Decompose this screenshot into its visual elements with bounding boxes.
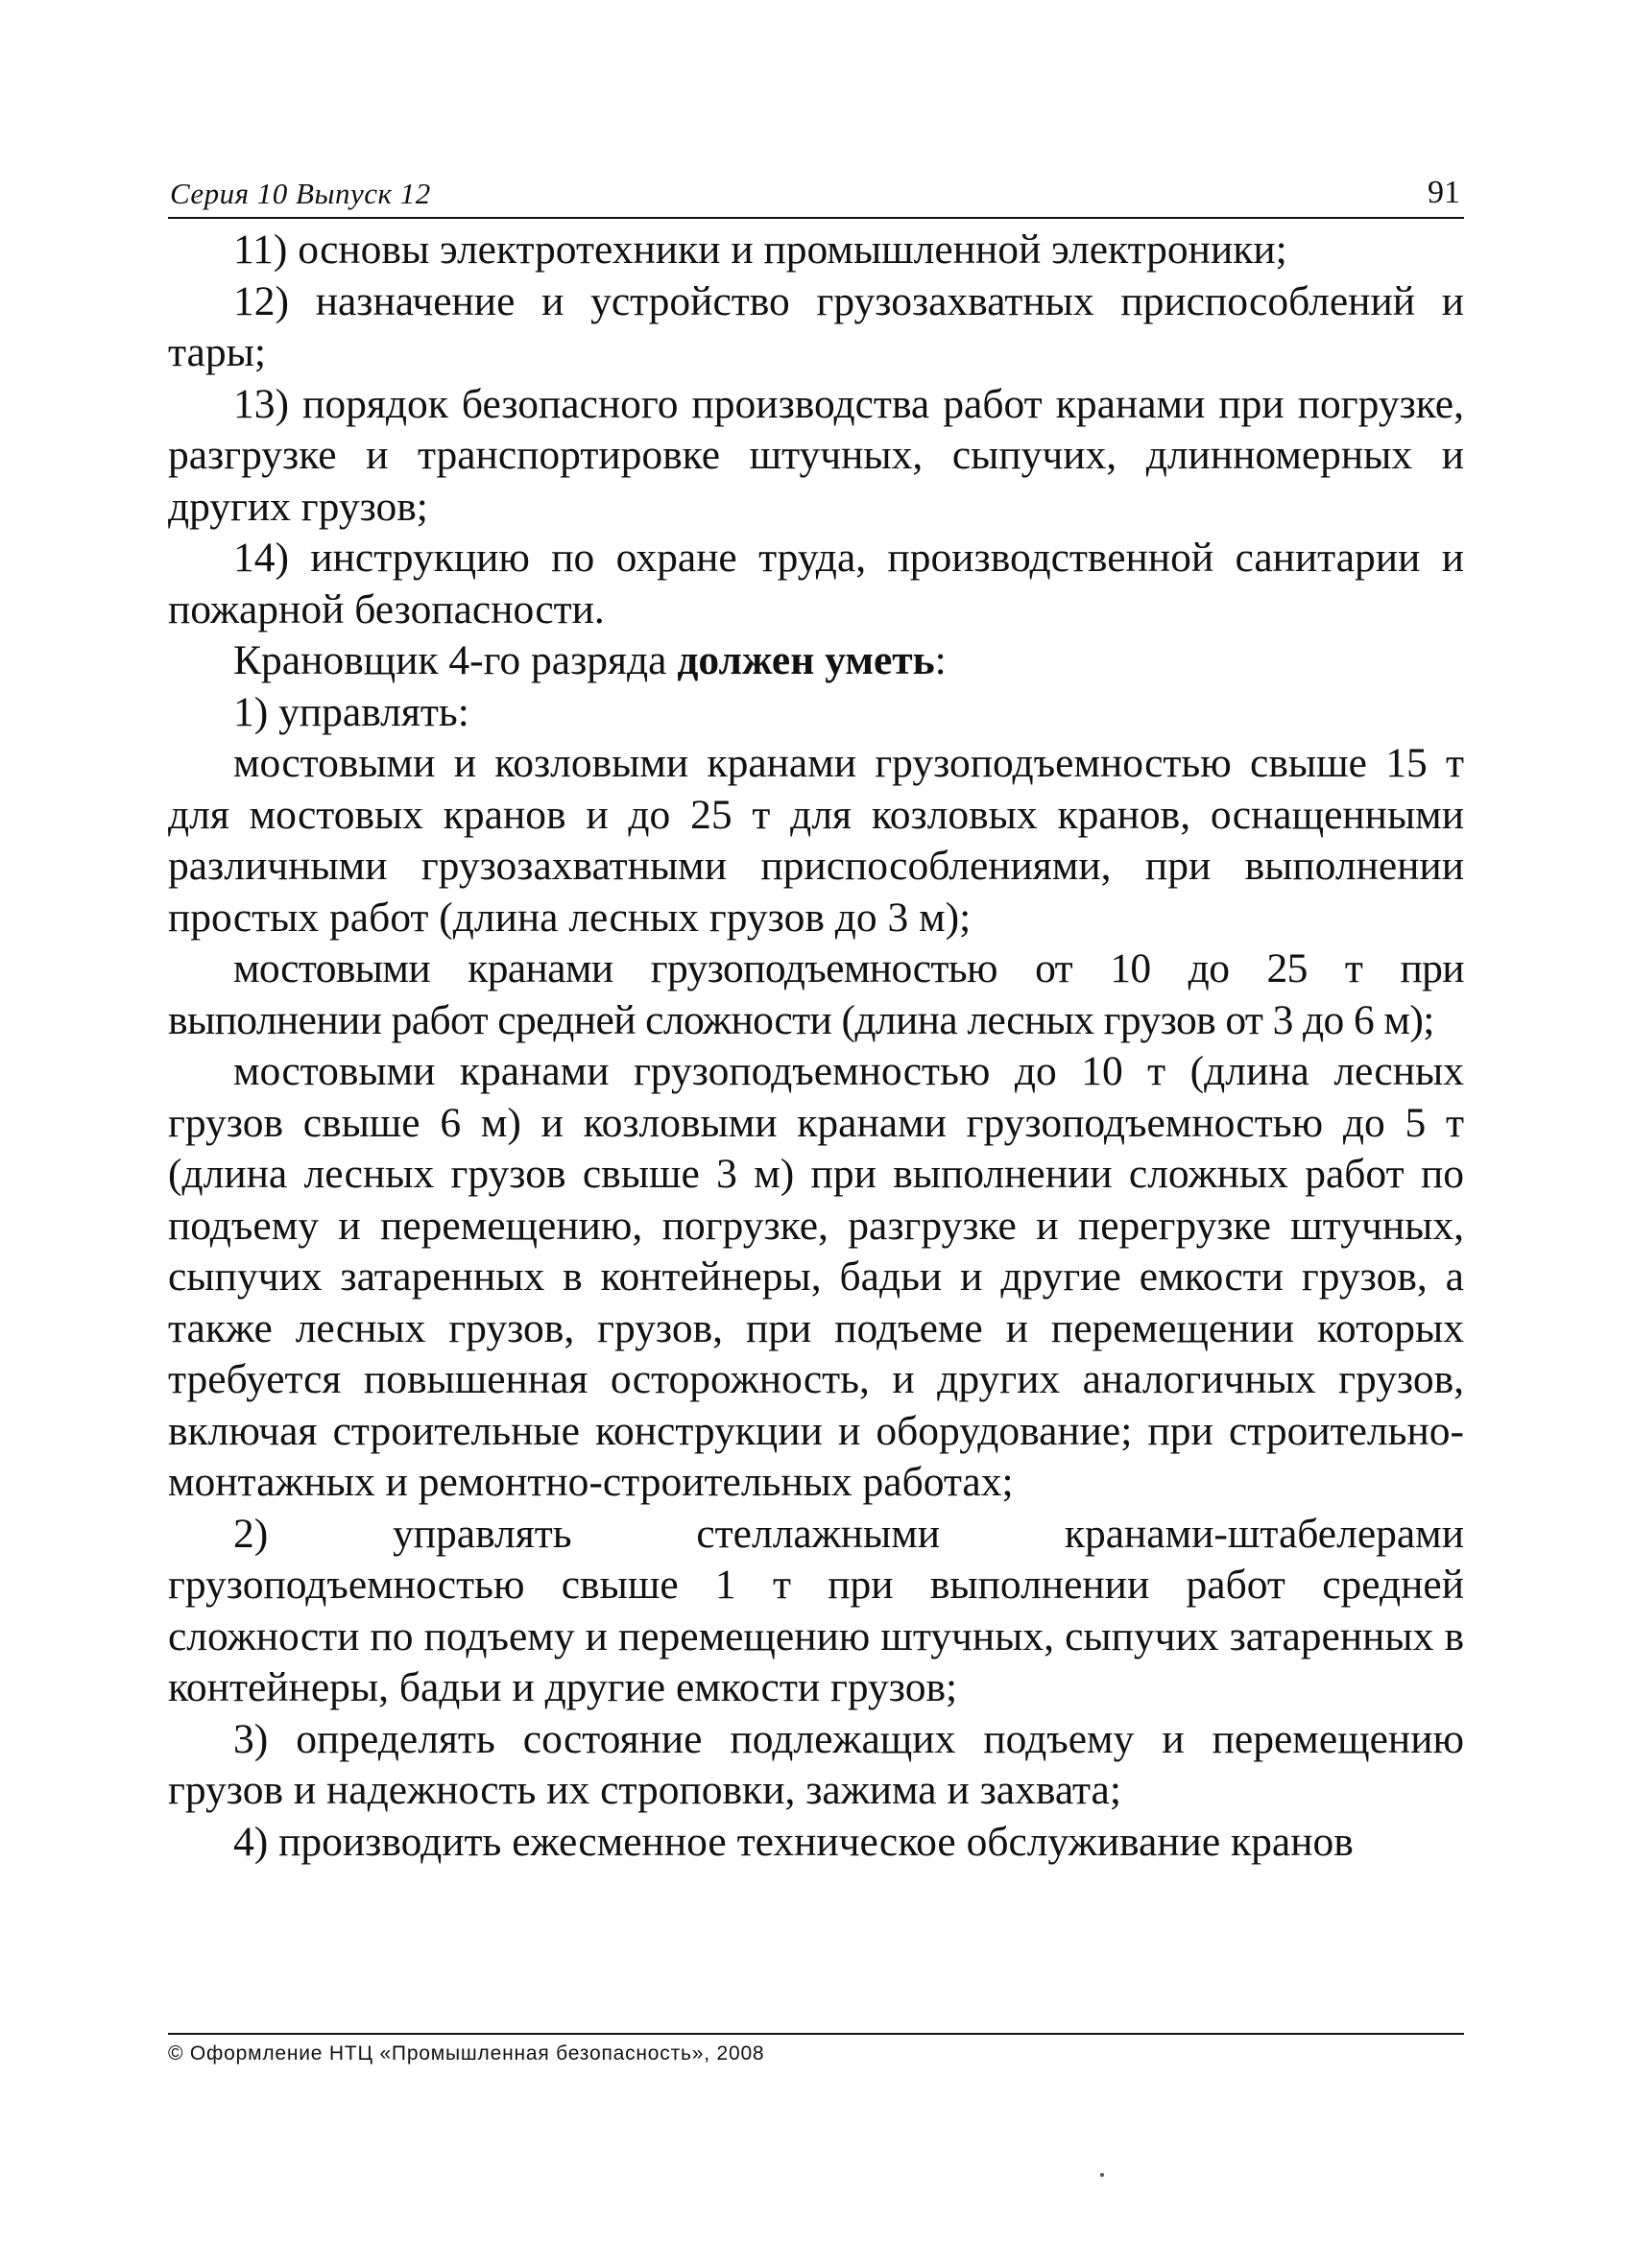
skill-item-4: 4) производить ежесменное техническое обслуживание кранов [233,1818,1354,1865]
page-number: 91 [1428,175,1460,210]
paragraph-item-12: 12) назначение и устройство грузозахватных приспособлений и тары; [168,277,1464,375]
skills-intro-bold: должен уметь [677,637,935,683]
skills-intro [168,635,1464,687]
skill-item-1-heading: 1) управлять: [233,688,469,735]
paragraph-item-11: 11) основы электротехники и промышленной электроники; [233,227,1287,273]
skill-item-3: 3) определять состояние подлежащих подъему и перемещению грузов и надежность их строповки, зажима и захвата; [168,1715,1464,1813]
skills-intro-colon: : [934,637,947,683]
running-header [168,163,1464,219]
skills-intro-text: Крановщик 4-го разряда [233,637,678,683]
skill-item-1-bridge-medium: мостовыми кранами грузоподъемностью от 10 до 25 т при выполнении работ средней сложности (длина лесных грузов от 3 до 6 м); [168,945,1464,1043]
series-issue-label: Серия 10 Выпуск 12 [170,177,431,210]
scan-speck [1100,2173,1104,2177]
body-text [168,225,1464,1868]
paragraph-item-14: 14) инструкцию по охране труда, производственной санитарии и пожарной безопасности. [168,535,1464,633]
footer-copyright: © Оформление НТЦ «Промышленная безопасность», 2008 [168,2033,1464,2065]
skill-item-1-bridge-complex: мостовыми кранами грузоподъемностью до 10 т (длина лесных грузов свыше 6 м) и козловыми кранами грузоподъемностью до 5 т (длина лесных грузов свыше 3 м) при выполнении сложных работ по подъему и перемещению, погрузке, разгрузке и перегрузке штучных, сыпучих затаренных в контейнеры, бадьи и другие емкости грузов, а также лесных грузов, грузов, при подъеме и перемещении которых требуется повышенная осторожность, и других аналогичных грузов, включая строительные конструкции и оборудование; при строительно-монтажных и ремонтно-строительных работах; [168,1048,1464,1505]
skill-item-1-bridge-gantry: мостовыми и козловыми кранами грузоподъемностью свыше 15 т для мостовых кранов и до 25 т для козловых кранов, оснащенными различными грузозахватными приспособлениями, при выполнении простых работ (длина лесных грузов до 3 м); [168,740,1464,941]
paragraph-item-13: 13) порядок безопасного производства работ кранами при погрузке, разгрузке и транспортировке штучных, сыпучих, длинномерных и других грузов; [168,380,1464,530]
page [168,163,1464,1868]
skill-item-2: 2) управлять стеллажными кранами-штабелерами грузоподъемностью свыше 1 т при выполнении работ средней сложности по подъему и перемещению штучных, сыпучих затаренных в контейнеры, бадьи и другие емкости грузов; [168,1510,1464,1710]
